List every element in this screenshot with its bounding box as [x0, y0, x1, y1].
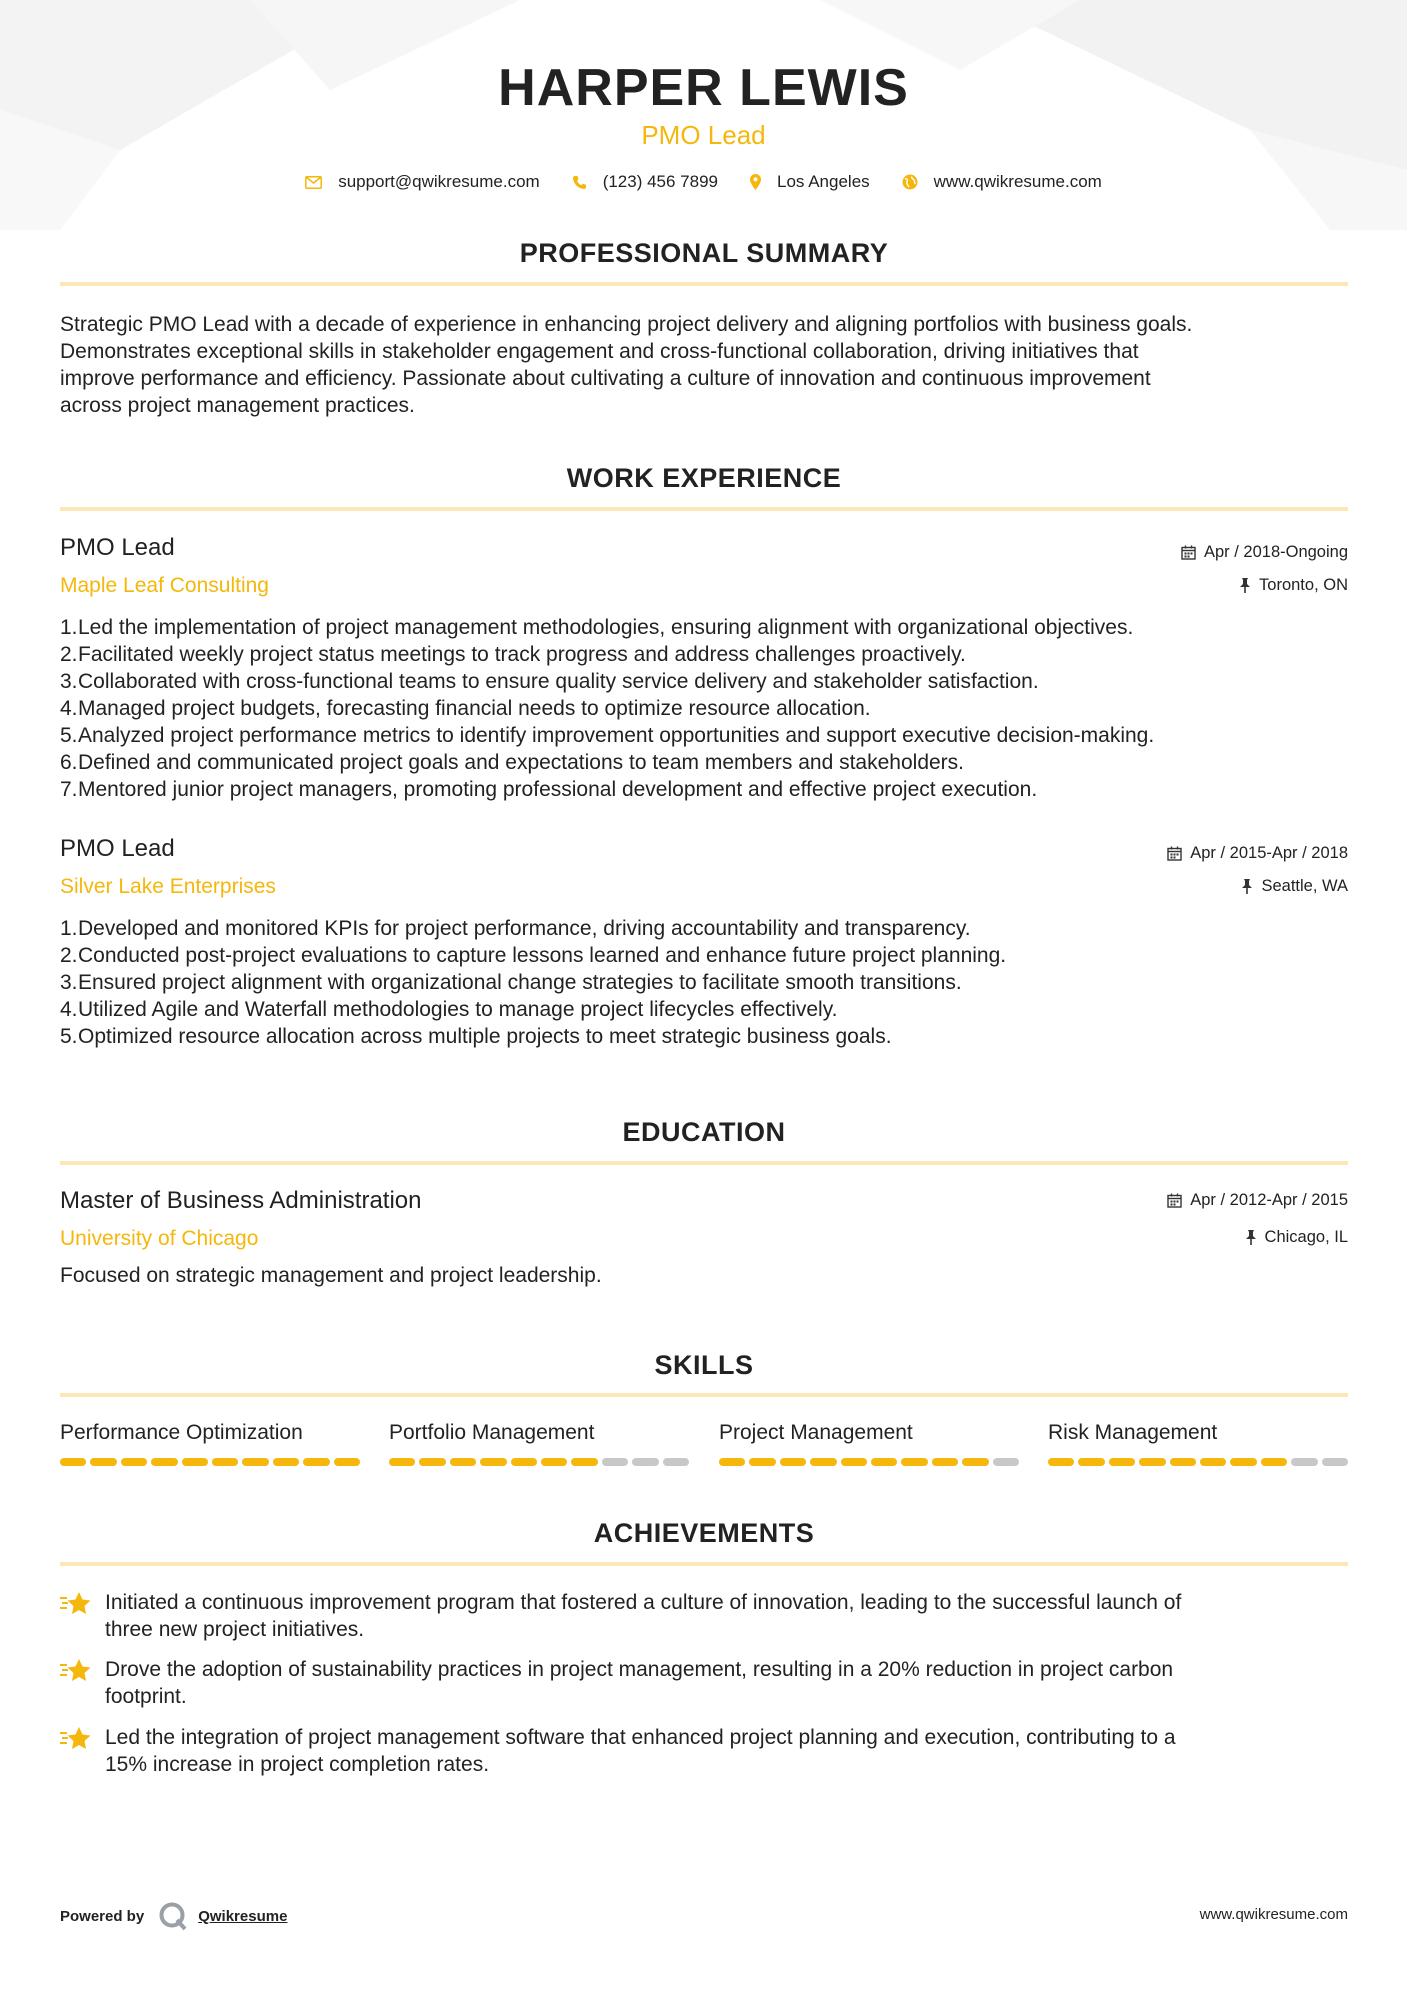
- skill-dot-filled: [389, 1458, 415, 1466]
- envelope-icon: [305, 176, 322, 189]
- skill-dot-filled: [871, 1458, 897, 1466]
- location-text: Los Angeles: [777, 172, 870, 191]
- skill-dot-filled: [242, 1458, 268, 1466]
- skill-dot-filled: [480, 1458, 506, 1466]
- skill-dot-filled: [212, 1458, 238, 1466]
- skill-dot-filled: [334, 1458, 360, 1466]
- map-pin-icon: [750, 174, 761, 190]
- pushpin-icon: [1241, 879, 1253, 894]
- skill-dot-empty: [632, 1458, 658, 1466]
- job-company: Maple Leaf Consulting: [60, 574, 269, 597]
- skill-level-bar: [60, 1458, 360, 1466]
- skill-dot-filled: [749, 1458, 775, 1466]
- star-icon: [60, 1591, 92, 1617]
- experience-heading: WORK EXPERIENCE: [566, 463, 842, 493]
- skill-dot-filled: [1170, 1458, 1196, 1466]
- summary-line: Demonstrates exceptional skills in stakeholder engagement and cross-functional collaboration, driving initiatives that: [60, 340, 1139, 363]
- contact-bar: [0, 172, 1407, 192]
- skill-dot-filled: [419, 1458, 445, 1466]
- achievement-line: footprint.: [105, 1685, 187, 1708]
- skill-item: [389, 1421, 689, 1466]
- calendar-icon: [1181, 545, 1196, 560]
- contact-phone[interactable]: [572, 172, 718, 192]
- achievement-line: 15% increase in project completion rates.: [105, 1753, 490, 1776]
- skill-dot-filled: [1109, 1458, 1135, 1466]
- education-location: [1245, 1228, 1348, 1247]
- calendar-icon: [1167, 846, 1182, 861]
- qwikresume-logo-icon: [158, 1901, 188, 1931]
- education-description: Focused on strategic management and project leadership.: [60, 1264, 602, 1287]
- footer-powered-by: [60, 1901, 287, 1931]
- candidate-name: HARPER LEWIS: [498, 59, 909, 117]
- job-bullets: [60, 915, 1348, 1050]
- globe-icon: [902, 174, 918, 190]
- skill-dot-filled: [541, 1458, 567, 1466]
- summary-line: across project management practices.: [60, 394, 415, 417]
- skill-dot-filled: [1139, 1458, 1165, 1466]
- list-item: 4. Utilized Agile and Waterfall methodologies to manage project lifecycles effectively.: [60, 998, 838, 1021]
- skill-dot-filled: [273, 1458, 299, 1466]
- skill-dot-filled: [1261, 1458, 1287, 1466]
- experience-divider: [60, 507, 1348, 511]
- skill-dot-empty: [663, 1458, 689, 1466]
- candidate-role: PMO Lead: [641, 120, 766, 150]
- pushpin-icon: [1239, 578, 1251, 593]
- degree-title: Master of Business Administration: [60, 1187, 422, 1214]
- skill-dot-filled: [60, 1458, 86, 1466]
- skill-dot-filled: [151, 1458, 177, 1466]
- school-name: University of Chicago: [60, 1227, 259, 1250]
- list-item: 6. Defined and communicated project goals and expectations to team members and stakeholders.: [60, 751, 964, 774]
- list-item: 7. Mentored junior project managers, promoting professional development and effective project execution.: [60, 778, 1038, 801]
- list-item: 1. Led the implementation of project management methodologies, ensuring alignment with organizational objectives.: [60, 616, 1134, 639]
- skill-dot-filled: [90, 1458, 116, 1466]
- job-title: PMO Lead: [60, 835, 175, 862]
- job-dates: [1181, 543, 1348, 562]
- job-dates-text: Apr / 2015-Apr / 2018: [1190, 844, 1348, 862]
- skill-name: Portfolio Management: [389, 1421, 595, 1444]
- job-dates-text: Apr / 2018-Ongoing: [1203, 543, 1348, 561]
- job-bullets: [60, 614, 1348, 803]
- phone-text: (123) 456 7899: [602, 172, 719, 191]
- calendar-icon: [1167, 1193, 1182, 1208]
- skill-item: [1048, 1421, 1348, 1466]
- list-item: 1. Developed and monitored KPIs for project performance, driving accountability and transparency.: [60, 917, 971, 940]
- list-item: 2. Facilitated weekly project status meetings to track progress and address challenges proactively.: [60, 643, 966, 666]
- skill-dot-filled: [182, 1458, 208, 1466]
- achievement-line: Initiated a continuous improvement program that fostered a culture of innovation, leading to the successful launch of: [105, 1591, 1182, 1614]
- skill-level-bar: [719, 1458, 1019, 1466]
- footer-website[interactable]: www.qwikresume.com: [1199, 1906, 1348, 1923]
- skill-item: [60, 1421, 360, 1466]
- skill-dot-empty: [602, 1458, 628, 1466]
- star-icon: [60, 1726, 92, 1752]
- skills-heading: SKILLS: [654, 1350, 754, 1380]
- job-company: Silver Lake Enterprises: [60, 875, 276, 898]
- skills-divider: [60, 1393, 1348, 1397]
- list-item: 3. Ensured project alignment with organizational change strategies to facilitate smooth transitions.: [60, 971, 962, 994]
- phone-icon: [572, 175, 587, 190]
- achievements-divider: [60, 1562, 1348, 1566]
- summary-heading: PROFESSIONAL SUMMARY: [519, 238, 889, 268]
- skill-dot-filled: [719, 1458, 745, 1466]
- skill-dot-filled: [450, 1458, 476, 1466]
- pushpin-icon: [1245, 1230, 1257, 1245]
- skill-dot-filled: [511, 1458, 537, 1466]
- achievement-item: [60, 1589, 1348, 1643]
- job-location-text: Toronto, ON: [1259, 576, 1348, 594]
- star-icon: [60, 1658, 92, 1684]
- achievement-item: [60, 1724, 1348, 1778]
- website-text: www.qwikresume.com: [933, 172, 1102, 191]
- skill-name: Performance Optimization: [60, 1421, 303, 1444]
- skill-dot-filled: [962, 1458, 988, 1466]
- achievement-line: three new project initiatives.: [105, 1618, 365, 1641]
- skill-dot-filled: [303, 1458, 329, 1466]
- skill-item: [719, 1421, 1019, 1466]
- list-item: 5. Optimized resource allocation across multiple projects to meet strategic business goals.: [60, 1025, 892, 1048]
- skill-level-bar: [389, 1458, 689, 1466]
- summary-line: Strategic PMO Lead with a decade of experience in enhancing project delivery and aligning portfolios with business goals.: [60, 313, 1193, 336]
- skill-dot-filled: [571, 1458, 597, 1466]
- education-dates-text: Apr / 2012-Apr / 2015: [1190, 1191, 1348, 1209]
- skill-dot-filled: [932, 1458, 958, 1466]
- list-item: 2. Conducted post-project evaluations to capture lessons learned and enhance future project planning.: [60, 944, 1007, 967]
- skill-dot-filled: [121, 1458, 147, 1466]
- skill-dot-filled: [1048, 1458, 1074, 1466]
- achievement-line: Drove the adoption of sustainability practices in project management, resulting in a 20% reduction in project carbon: [105, 1658, 1174, 1681]
- skill-dot-filled: [780, 1458, 806, 1466]
- skill-dot-empty: [1291, 1458, 1317, 1466]
- job-location: [1239, 576, 1348, 595]
- skill-dot-empty: [993, 1458, 1019, 1466]
- job-location-text: Seattle, WA: [1261, 877, 1348, 895]
- email-text: support@qwikresume.com: [338, 172, 540, 191]
- job-dates: [1167, 844, 1348, 863]
- skill-name: Project Management: [719, 1421, 913, 1444]
- summary-text: [60, 311, 1348, 419]
- skill-dot-filled: [901, 1458, 927, 1466]
- education-divider: [60, 1161, 1348, 1165]
- contact-website[interactable]: [902, 172, 1102, 192]
- achievement-line: Led the integration of project management software that enhanced project planning and execution, contributing to a: [105, 1726, 1176, 1749]
- achievement-item: [60, 1656, 1348, 1710]
- summary-divider: [60, 282, 1348, 286]
- job-location: [1241, 877, 1348, 896]
- skill-dot-filled: [1200, 1458, 1226, 1466]
- job-title: PMO Lead: [60, 534, 175, 561]
- education-location-text: Chicago, IL: [1264, 1228, 1348, 1246]
- education-heading: EDUCATION: [622, 1117, 786, 1147]
- list-item: 4. Managed project budgets, forecasting financial needs to optimize resource allocation.: [60, 697, 871, 720]
- skill-name: Risk Management: [1048, 1421, 1218, 1444]
- contact-email[interactable]: [305, 172, 540, 192]
- contact-location: [750, 172, 870, 192]
- skill-dot-filled: [810, 1458, 836, 1466]
- powered-by-label: Powered by: [60, 1907, 145, 1925]
- qwikresume-link[interactable]: Qwikresume: [198, 1907, 288, 1925]
- skill-dot-filled: [841, 1458, 867, 1466]
- education-dates: [1167, 1191, 1348, 1210]
- skill-level-bar: [1048, 1458, 1348, 1466]
- skill-dot-filled: [1078, 1458, 1104, 1466]
- list-item: 3. Collaborated with cross-functional teams to ensure quality service delivery and stakeholder satisfaction.: [60, 670, 1039, 693]
- skill-dot-empty: [1322, 1458, 1348, 1466]
- summary-line: improve performance and efficiency. Passionate about cultivating a culture of innovation and continuous improvement: [60, 367, 1151, 390]
- skill-dot-filled: [1230, 1458, 1256, 1466]
- list-item: 5. Analyzed project performance metrics to identify improvement opportunities and support executive decision-making.: [60, 724, 1155, 747]
- achievements-heading: ACHIEVEMENTS: [593, 1518, 815, 1548]
